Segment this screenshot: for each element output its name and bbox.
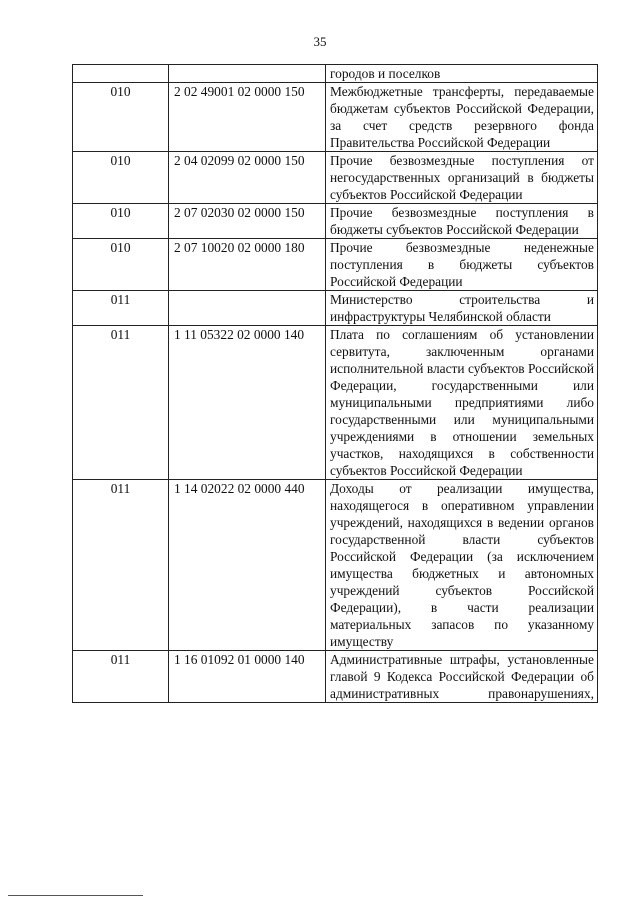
admin-code-cell: 010 (73, 204, 169, 239)
revenue-name-cell: Межбюджетные трансферты, передаваемые бюджетам субъектов Российской Федерации, за счет средств резервного фонда Правительства Российской Федерации (326, 83, 598, 152)
budget-code-cell: 2 02 49001 02 0000 150 (169, 83, 326, 152)
table-row (73, 651, 598, 703)
budget-code-cell: 1 11 05322 02 0000 140 (169, 326, 326, 480)
admin-code-cell: 010 (73, 239, 169, 291)
table-row (73, 65, 598, 83)
page-number: 35 (313, 34, 327, 49)
admin-code-cell: 011 (73, 291, 169, 326)
table-row (73, 291, 598, 326)
table-row (73, 83, 598, 152)
footnote-divider (8, 895, 143, 896)
revenue-name-cell: Прочие безвозмездные неденежные поступления в бюджеты субъектов Российской Федерации (326, 239, 598, 291)
revenue-name-cell: Прочие безвозмездные поступления от негосударственных организаций в бюджеты субъектов Российской Федерации (326, 152, 598, 204)
budget-revenue-table (72, 64, 598, 703)
table-row (73, 152, 598, 204)
admin-code-cell: 011 (73, 651, 169, 703)
admin-code-cell: 011 (73, 480, 169, 651)
budget-code-cell: 1 14 02022 02 0000 440 (169, 480, 326, 651)
admin-code-cell: 011 (73, 326, 169, 480)
budget-code-cell: 1 16 01092 01 0000 140 (169, 651, 326, 703)
revenue-name-cell: Административные штрафы, установленные главой 9 Кодекса Российской Федерации об административных правонарушениях, (326, 651, 598, 703)
table-row (73, 239, 598, 291)
revenue-name-cell: городов и поселков (326, 65, 598, 83)
admin-code-cell (73, 65, 169, 83)
budget-code-cell: 2 07 10020 02 0000 180 (169, 239, 326, 291)
table-row (73, 480, 598, 651)
ministry-name-cell: Министерство строительства и инфраструктуры Челябинской области (326, 291, 598, 326)
revenue-name-cell: Доходы от реализации имущества, находящегося в оперативном управлении учреждений, находящихся в ведении органов государственной власти субъектов Российской Федерации (за исключением имущества бюджетных и автономных учреждений субъектов Российской Федерации), в части реализации материальных запасов по указанному имуществу (326, 480, 598, 651)
budget-code-cell: 2 04 02099 02 0000 150 (169, 152, 326, 204)
admin-code-cell: 010 (73, 83, 169, 152)
budget-code-cell (169, 65, 326, 83)
budget-code-cell: 2 07 02030 02 0000 150 (169, 204, 326, 239)
revenue-name-cell: Прочие безвозмездные поступления в бюджеты субъектов Российской Федерации (326, 204, 598, 239)
table-row (73, 326, 598, 480)
revenue-name-cell: Плата по соглашениям об установлении сервитута, заключенным органами исполнительной власти субъектов Российской Федерации, государственными или муниципальными предприятиями либо государственными или муниципальными учреждениями в отношении земельных участков, находящихся в собственности субъектов Российской Федерации (326, 326, 598, 480)
budget-code-cell (169, 291, 326, 326)
table-row (73, 204, 598, 239)
admin-code-cell: 010 (73, 152, 169, 204)
